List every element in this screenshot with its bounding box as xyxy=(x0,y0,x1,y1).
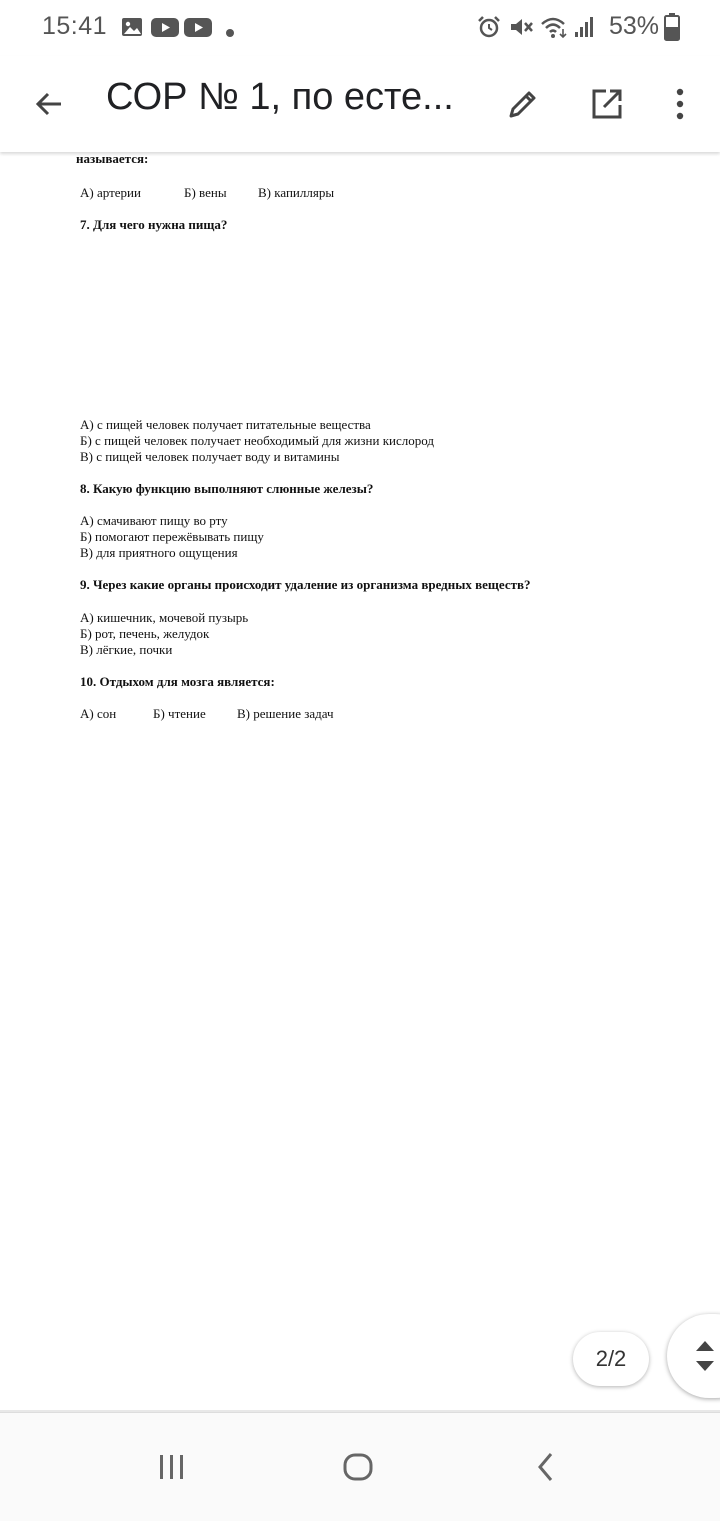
more-options-button[interactable] xyxy=(656,80,704,128)
q7-option-c: В) с пищей человек получает воду и витамины xyxy=(80,449,340,464)
mute-icon xyxy=(508,15,534,43)
youtube-icon xyxy=(151,18,179,41)
edit-button[interactable] xyxy=(499,80,547,128)
q7-option-a: А) с пищей человек получает питательные вещества xyxy=(80,417,371,432)
option-b: Б) чтение xyxy=(153,706,206,721)
q9-option-a: А) кишечник, мочевой пузырь xyxy=(80,610,249,625)
q9-option-c: В) лёгкие, почки xyxy=(80,642,173,657)
status-bar xyxy=(0,0,720,56)
option-c: В) капилляры xyxy=(258,185,335,200)
dot-icon xyxy=(225,23,235,42)
recents-button[interactable] xyxy=(140,1443,204,1491)
home-icon xyxy=(342,1451,374,1483)
option-a: А) сон xyxy=(80,706,117,721)
page-indicator: 2/2 xyxy=(573,1332,649,1386)
option-b: Б) вены xyxy=(184,185,227,200)
q8-option-a: А) смачивают пищу во рту xyxy=(80,513,228,528)
question-10: 10. Отдыхом для мозга является: xyxy=(80,674,275,689)
q8-option-b: Б) помогают пережёвывать пищу xyxy=(80,529,264,544)
question-9: 9. Через какие органы происходит удаление из организма вредных веществ? xyxy=(80,577,531,592)
more-vert-icon xyxy=(675,88,685,120)
app-bar xyxy=(0,56,720,152)
q10-options xyxy=(80,706,334,722)
document-viewer[interactable] xyxy=(0,152,720,1412)
battery-icon xyxy=(664,13,680,45)
open-external-icon xyxy=(590,87,624,121)
system-back-button[interactable] xyxy=(514,1443,578,1491)
q9-option-b: Б) рот, печень, желудок xyxy=(80,626,210,641)
navigation-bar xyxy=(0,1412,720,1521)
q7-option-b: Б) с пищей человек получает необходимый для жизни кислород xyxy=(80,433,434,448)
up-down-arrows-icon xyxy=(694,1338,716,1374)
youtube-icon xyxy=(184,18,212,41)
question-8: 8. Какую функцию выполняют слюнные железы? xyxy=(80,481,374,496)
battery-percent: 53% xyxy=(609,12,660,40)
status-time: 15:41 xyxy=(42,12,108,40)
image-icon xyxy=(121,17,143,41)
option-a: А) артерии xyxy=(80,185,141,200)
signal-icon xyxy=(574,15,596,43)
q6-options xyxy=(80,185,334,201)
back-button[interactable] xyxy=(25,80,73,128)
open-external-button[interactable] xyxy=(583,80,631,128)
document-page-2 xyxy=(0,344,720,1410)
nav-back-icon xyxy=(535,1451,557,1483)
option-c: В) решение задач xyxy=(237,706,334,721)
pencil-icon xyxy=(506,87,540,121)
question-7: 7. Для чего нужна пища? xyxy=(80,217,228,232)
arrow-back-icon xyxy=(33,88,65,120)
partial-question-text: называется: xyxy=(76,152,149,166)
alarm-icon xyxy=(477,15,501,43)
wifi-icon xyxy=(540,15,568,43)
q8-option-c: В) для приятного ощущения xyxy=(80,545,238,560)
document-title: СОР № 1, по есте... xyxy=(106,76,454,118)
home-button[interactable] xyxy=(326,1443,390,1491)
recents-icon xyxy=(157,1453,187,1481)
